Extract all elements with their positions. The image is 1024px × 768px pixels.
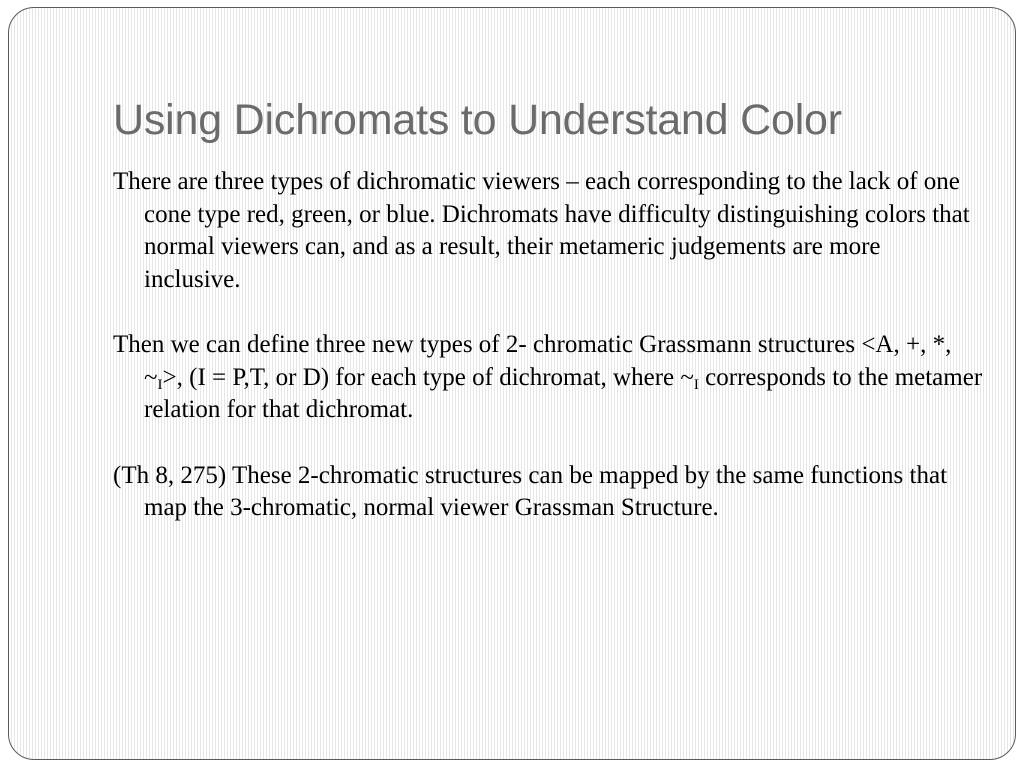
paragraph-2-text-3: corresponds to the metamer relation for that dichromat. [144,363,983,423]
paragraph-2-text-2: >, (I = P,T, or D) for each type of dichromat, where ~ [162,363,694,391]
paragraph-2-text-1: Then we can define three new types of 2- chromatic Grassmann structures <A, +, *, ~ [113,331,952,391]
slide-body [113,166,983,525]
subscript-i-1: I [157,376,163,393]
subscript-i-2: I [693,376,699,393]
paragraph-3-text: These 2-chromatic structures can be mapped by the same functions that map the 3-chromatic, normal viewer Grassman Structure. [144,461,948,521]
slide-title: Using Dichromats to Understand Color [113,96,842,144]
paragraph-grassmann-structures [113,329,983,427]
paragraph-dichromatic-viewers: There are three types of dichromatic viewers – each corresponding to the lack of one cone type red, green, or blue. Dichromats have difficulty distinguishing colors that normal viewers can, and as a result, their metameric judgements are more inclusive. [113,168,970,293]
paragraph-mapping-theorem [113,460,983,525]
theorem-citation: (Th 8, 275) [113,461,227,489]
